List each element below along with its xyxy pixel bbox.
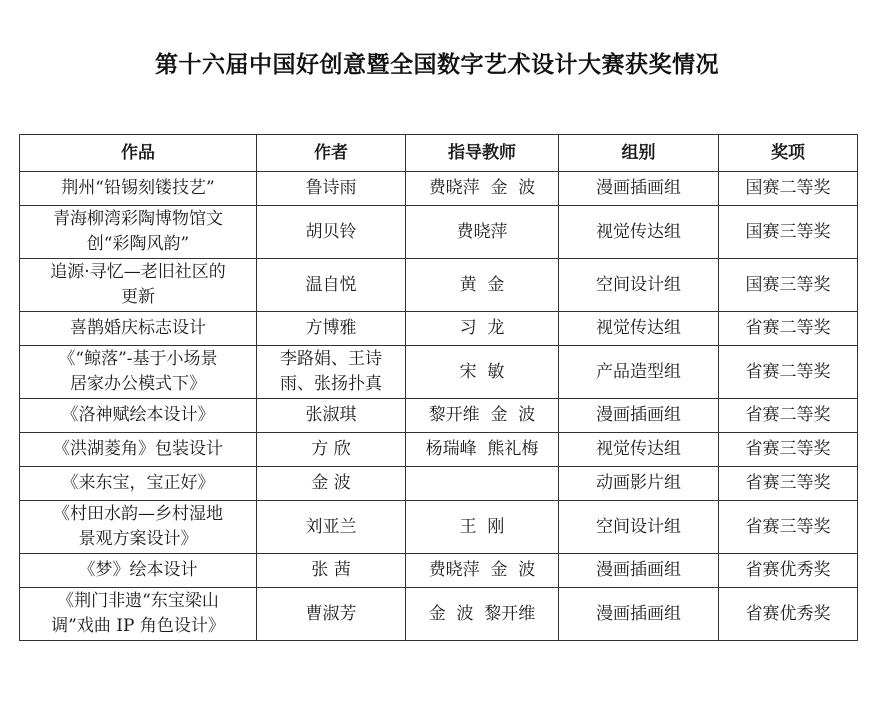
cell-award: 省赛优秀奖 bbox=[719, 588, 858, 641]
cell-work-line: 《来东宝，宝正好》 bbox=[61, 473, 215, 493]
cell-award: 省赛二等奖 bbox=[719, 312, 858, 346]
cell-author bbox=[257, 259, 406, 312]
cell-author-line: 温自悦 bbox=[305, 274, 357, 295]
cell-group: 漫画插画组 bbox=[559, 172, 719, 206]
cell-author-line: 方博雅 bbox=[305, 318, 357, 338]
cell-group: 产品造型组 bbox=[559, 346, 719, 399]
cell-work-line: 《梦》绘本设计 bbox=[78, 560, 198, 580]
cell-award: 省赛二等奖 bbox=[719, 399, 858, 433]
cell-work bbox=[20, 433, 257, 467]
cell-group: 视觉传达组 bbox=[559, 312, 719, 346]
cell-work-line: 青海柳湾彩陶博物馆文 bbox=[53, 209, 223, 229]
cell-author-line: 曹淑芳 bbox=[305, 603, 357, 624]
cell-teacher bbox=[406, 467, 559, 501]
cell-group: 视觉传达组 bbox=[559, 433, 719, 467]
cell-work-line: 《洛神赋绘本设计》 bbox=[61, 405, 215, 425]
cell-award: 省赛三等奖 bbox=[719, 433, 858, 467]
awards-table bbox=[19, 134, 858, 641]
cell-work bbox=[20, 399, 257, 433]
cell-teacher: 金 波 黎开维 bbox=[406, 588, 559, 641]
table-row bbox=[20, 312, 858, 346]
cell-author bbox=[257, 554, 406, 588]
cell-work bbox=[20, 172, 257, 206]
cell-work-line: 《洪湖菱角》包装设计 bbox=[53, 439, 223, 459]
cell-award: 省赛三等奖 bbox=[719, 501, 858, 554]
header-teacher: 指导教师 bbox=[406, 135, 559, 172]
table-row bbox=[20, 501, 858, 554]
cell-author bbox=[257, 399, 406, 433]
cell-award: 省赛优秀奖 bbox=[719, 554, 858, 588]
cell-teacher: 习 龙 bbox=[406, 312, 559, 346]
page-title: 第十六届中国好创意暨全国数字艺术设计大赛获奖情况 bbox=[155, 52, 719, 78]
table-row bbox=[20, 172, 858, 206]
table-row bbox=[20, 259, 858, 312]
cell-teacher: 宋 敏 bbox=[406, 346, 559, 399]
cell-teacher: 黎开维 金 波 bbox=[406, 399, 559, 433]
cell-work-line: 喜鹊婚庆标志设计 bbox=[70, 318, 206, 338]
table-row bbox=[20, 433, 858, 467]
header-work: 作品 bbox=[20, 135, 257, 172]
cell-group: 空间设计组 bbox=[559, 501, 719, 554]
cell-work bbox=[20, 501, 257, 554]
cell-author bbox=[257, 467, 406, 501]
cell-work-line: 调”戏曲 IP 角色设计》 bbox=[51, 616, 225, 636]
cell-group: 漫画插画组 bbox=[559, 399, 719, 433]
cell-author-line: 刘亚兰 bbox=[305, 516, 357, 537]
cell-author bbox=[257, 433, 406, 467]
cell-work-line: 荆州“铅锡刻镂技艺” bbox=[61, 178, 215, 198]
cell-award: 国赛三等奖 bbox=[719, 206, 858, 259]
cell-author bbox=[257, 206, 406, 259]
table-row bbox=[20, 346, 858, 399]
table-row bbox=[20, 554, 858, 588]
cell-author bbox=[257, 588, 406, 641]
cell-award: 国赛二等奖 bbox=[719, 172, 858, 206]
table-body bbox=[20, 172, 858, 641]
cell-work bbox=[20, 467, 257, 501]
cell-author-line: 金 波 bbox=[311, 473, 351, 493]
cell-group: 视觉传达组 bbox=[559, 206, 719, 259]
cell-author bbox=[257, 312, 406, 346]
cell-group: 空间设计组 bbox=[559, 259, 719, 312]
cell-author-line: 张淑琪 bbox=[305, 405, 357, 425]
cell-teacher: 费晓萍 bbox=[406, 206, 559, 259]
cell-teacher: 费晓萍 金 波 bbox=[406, 554, 559, 588]
cell-work-line: 《村田水韵—乡村湿地 bbox=[53, 504, 223, 524]
cell-award: 国赛三等奖 bbox=[719, 259, 858, 312]
header-group: 组别 bbox=[559, 135, 719, 172]
table-row bbox=[20, 588, 858, 641]
cell-work bbox=[20, 554, 257, 588]
cell-work bbox=[20, 588, 257, 641]
cell-work-line: 创“彩陶风韵” bbox=[86, 234, 190, 254]
cell-author-line: 张 茜 bbox=[311, 560, 351, 580]
cell-work bbox=[20, 259, 257, 312]
table-row bbox=[20, 467, 858, 501]
cell-author bbox=[257, 172, 406, 206]
cell-teacher: 王 刚 bbox=[406, 501, 559, 554]
table-row bbox=[20, 206, 858, 259]
cell-work bbox=[20, 346, 257, 399]
cell-work-line: 景观方案设计》 bbox=[78, 529, 198, 549]
cell-work bbox=[20, 206, 257, 259]
cell-group: 漫画插画组 bbox=[559, 588, 719, 641]
cell-teacher: 杨瑞峰 熊礼梅 bbox=[406, 433, 559, 467]
cell-work bbox=[20, 312, 257, 346]
cell-author bbox=[257, 346, 406, 399]
cell-work-line: 居家办公模式下》 bbox=[70, 374, 206, 394]
header-author: 作者 bbox=[257, 135, 406, 172]
cell-author-line: 方 欣 bbox=[311, 439, 351, 459]
cell-author-line: 李路娟、王诗 bbox=[280, 349, 382, 369]
cell-work-line: 更新 bbox=[121, 287, 155, 307]
cell-author-line: 雨、张扬扑真 bbox=[280, 374, 382, 394]
cell-teacher: 费晓萍 金 波 bbox=[406, 172, 559, 206]
cell-author-line: 鲁诗雨 bbox=[305, 178, 357, 198]
header-award: 奖项 bbox=[719, 135, 858, 172]
table-header-row bbox=[20, 135, 858, 172]
cell-award: 省赛三等奖 bbox=[719, 467, 858, 501]
cell-award: 省赛二等奖 bbox=[719, 346, 858, 399]
cell-work-line: 《“鲸落”-基于小场景 bbox=[58, 349, 218, 369]
table-row bbox=[20, 399, 858, 433]
cell-group: 漫画插画组 bbox=[559, 554, 719, 588]
cell-group: 动画影片组 bbox=[559, 467, 719, 501]
cell-author bbox=[257, 501, 406, 554]
cell-teacher: 黄 金 bbox=[406, 259, 559, 312]
cell-work-line: 《荆门非遗“东宝梁山 bbox=[57, 591, 219, 611]
cell-work-line: 追源·寻忆—老旧社区的 bbox=[50, 262, 226, 282]
cell-author-line: 胡贝铃 bbox=[305, 221, 357, 242]
